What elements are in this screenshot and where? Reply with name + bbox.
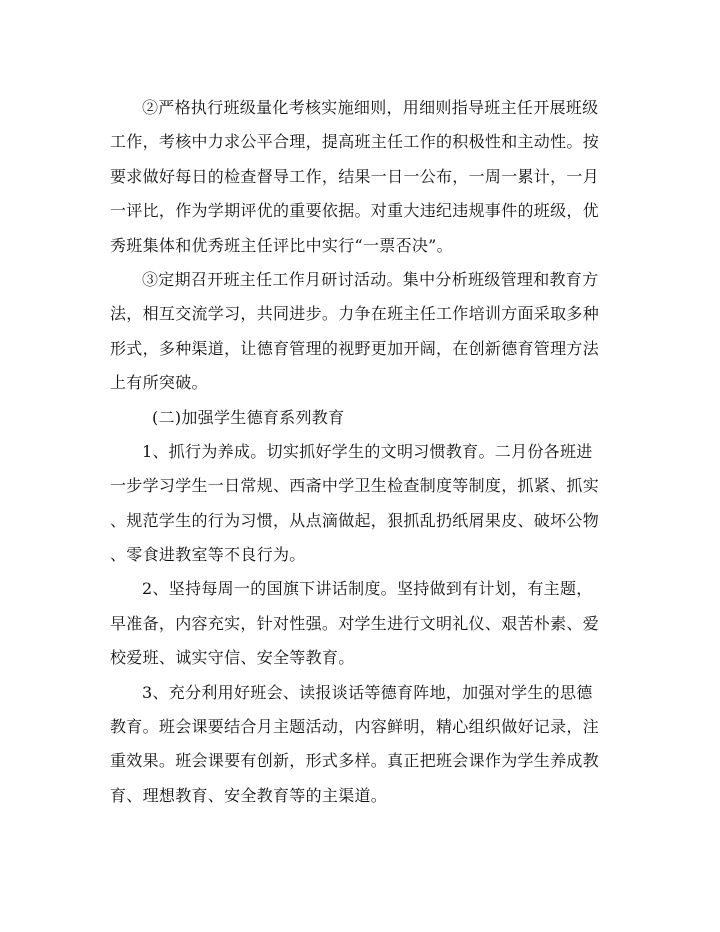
text-line: 教育。班会课要结合月主题活动，内容鲜明，精心组织做好记录，注 (110, 717, 600, 737)
text-line: 、零食进教室等不良行为。 (110, 545, 306, 565)
text-line: 上有所突破。 (110, 373, 208, 393)
paragraph-class-meetings (110, 676, 610, 814)
paragraph-flag-speech (110, 572, 610, 675)
text-line: ②严格执行班级量化考核实施细则，用细则指导班主任开展班级 (142, 98, 599, 117)
section-heading: (二)加强学生德育系列教育 (152, 407, 345, 427)
text-line: 2、坚持每周一的国旗下讲话制度。坚持做到有计划，有主题， (142, 579, 593, 599)
text-line: 一评比，作为学期评优的重要依据。对重大违纪违规事件的班级，优 (110, 201, 600, 221)
text-line: 早准备，内容充实，针对性强。对学生进行文明礼仪、艰苦朴素、爱 (110, 613, 600, 633)
paragraph-behavior-habits (110, 435, 610, 573)
text-line: 一步学习学生一日常规、西斋中学卫生检查制度等制度，抓紧、抓实 (110, 476, 600, 496)
paragraph-quantitative-assessment (110, 91, 610, 263)
text-line: 、规范学生的行为习惯，从点滴做起，狠抓乱扔纸屑果皮、破坏公物 (110, 510, 600, 530)
text-line: 要求做好每日的检查督导工作，结果一日一公布，一周一累计，一月 (110, 166, 600, 186)
text-line: ③定期召开班主任工作月研讨活动。集中分析班级管理和教育方 (142, 269, 599, 289)
document-body (110, 91, 610, 813)
text-line: 校爱班、诚实守信、安全等教育。 (110, 648, 355, 668)
text-line: 工作，考核中力求公平合理，提高班主任工作的积极性和主动性。按 (110, 132, 600, 152)
text-line: 秀班集体和优秀班主任评比中实行“一票否决”。 (110, 235, 453, 255)
text-line: 形式，多种渠道，让德育管理的视野更加开阔，在创新德育管理方法 (110, 338, 600, 358)
paragraph-monthly-seminar (110, 263, 610, 401)
text-line: 法，相互交流学习，共同进步。力争在班主任工作培训方面采取多种 (110, 304, 600, 324)
text-line: 3、充分利用好班会、读报谈话等德育阵地，加强对学生的思德 (142, 682, 593, 702)
text-line: 1、抓行为养成。切实抓好学生的文明习惯教育。二月份各班进 (142, 441, 593, 461)
text-line: 育、理想教育、安全教育等的主渠道。 (110, 785, 388, 805)
text-line: 重效果。班会课要有创新，形式多样。真正把班会课作为学生养成教 (110, 751, 600, 771)
